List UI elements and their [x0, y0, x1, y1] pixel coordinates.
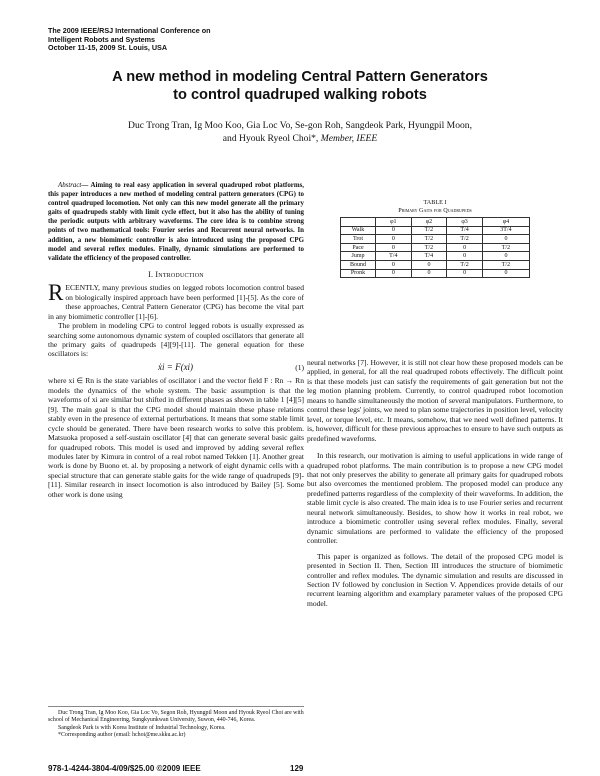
table-row: [341, 260, 530, 269]
table-header-cell: φ1: [376, 218, 412, 227]
intro-paragraph-2: The problem in modeling CPG to control legged robots is usually expressed as searching some autonomous dynamic system of coupled oscillators that generate all the primary gaits of quadrupeds [4][9]-[11]. The general equation for these oscillators is:: [48, 321, 304, 359]
table-cell: 0: [447, 252, 483, 261]
table-cell: 0: [411, 260, 447, 269]
intro-paragraph-1: RECENTLY, many previous studies on legged robots locomotion control based on biologically inspired approach have been performed [1]-[5]. As the core of these approaches, Central Pattern Generator (CPG) has become the vital part in any biomimetic controller [1]-[6].: [48, 280, 304, 321]
right-paragraph-1: neural networks [7]. However, it is still not clear how these proposed models can be applied, in general, for all the real quadruped robots effectively. The difficult point is that these models just can satisfy the requirements of gait generation but not the leg motion planning problem. Currently, to control quadruped robot locomotion means to handle simultaneously the motion of several manipulators. Furthermore, to control these legs' joints, we need to plan some trajectories in position level, velocity level, or torque level, etc. It means, somehow, that we need well defined patterns. It is, however, difficult for these previous approaches to ensure to have such outputs as predefined waveforms.: [307, 358, 564, 443]
authors-line-2-names: and Hyouk Ryeol Choi*,: [222, 132, 321, 144]
table-cell: T/4: [447, 226, 483, 235]
conference-header: [48, 27, 211, 53]
authors-member-note: Member, IEEE: [320, 132, 378, 144]
abstract: [48, 181, 304, 263]
table-cell: Pronk: [341, 269, 376, 278]
section-number: I.: [148, 269, 156, 279]
intro-paragraph-3: where xi ∈ Rn is the state variables of oscillator i and the vector field F : Rn → Rn models the dynamics of the whole system. The basic assumption is that the waveforms of xi are similar but shifted in different phases as shown in table 1 [4][5][9]. The main goal is that the CPG model should maintain these phase relations stably even in the presence of external perturbations. It means that some stable limit cycle should be generated. There have been research works to solve this problem. Matsuoka proposed a self-sustain oscillator [4] that can generate several basic gaits for quadruped robots. This model is used and improved by adding several reflex modules later by Kimura in control of a real robot named Tekken [1]. Another great work is done by Buono et. al. by proposing a network of eight dynamic cells with a special structure that can generate stable gaits for the wide range of quadrupeds [9]-[11]. Similar research in insect locomotion is also introduced by Bailey [5]. Some other work is done using: [48, 376, 304, 499]
table-cell: 0: [376, 235, 412, 244]
equation-body: ẋi = F(xi): [158, 361, 194, 372]
gaits-table: [340, 217, 530, 278]
equation-1: [48, 363, 304, 372]
right-paragraph-2: In this research, our motivation is aiming to useful applications in wide range of quadruped robot platforms. The main contribution is to propose a new CPG model that not only preserves the ability to generate all primary gaits for quadruped robots but also overcomes the mentioned problem. The proposed model can produce any predefined patterns regardless of the complexity of their waveforms. In addition, the stable limit cycle is also created. The main idea is to use Fourier series and recurrent neural network simultaneously. Besides, to show how it works in real robot, we introduce a biomimetic controller using several reflex modules. Finally, several dynamic simulations are performed to validate the efficiency of the proposed controller.: [307, 451, 563, 546]
table-cell: 0: [482, 269, 529, 278]
left-column: [48, 181, 304, 499]
table-cell: T/2: [447, 235, 483, 244]
table-number: TABLE I: [423, 199, 447, 206]
conference-line-3: October 11-15, 2009 St. Louis, USA: [48, 43, 168, 53]
table-cell: 0: [447, 243, 483, 252]
table-cell: Jump: [341, 252, 376, 261]
table-title: Primary Gaits for Quadrupeds: [398, 206, 472, 214]
table-row: [341, 269, 530, 278]
authors-line-2: [60, 133, 540, 146]
table-header-row: [341, 218, 530, 227]
authors-line-1: Duc Trong Tran, Ig Moo Koo, Gia Loc Vo, Se-gon Roh, Sangdeok Park, Hyungpil Moon,: [128, 120, 472, 131]
footnote: [48, 706, 304, 740]
table-cell: T/2: [482, 243, 529, 252]
equation-number: (1): [295, 362, 304, 372]
right-column: [307, 358, 563, 608]
table-cell: Walk: [341, 226, 376, 235]
table-cell: T/2: [411, 226, 447, 235]
footnote-affiliation-1: Duc Trong Tran, Ig Moo Koo, Gia Loc Vo, Segon Roh, Hyungpil Moon and Hyouk Ryeol Choi are with school of Mechanical Engineering, Sungkyunkwan University, Suwon, 440-746, Korea.: [48, 710, 304, 724]
table-caption: [340, 199, 530, 215]
author-list: [60, 120, 540, 145]
footnote-corresponding: *Corresponding author (email: hchoi@me.skku.ac.kr): [58, 732, 186, 739]
table-cell: 0: [482, 235, 529, 244]
table-cell: Pace: [341, 243, 376, 252]
abstract-lead: Abstract: [58, 182, 82, 189]
title-line-1: A new method in modeling Central Pattern Generators: [112, 69, 488, 85]
abstract-text: — Aiming to real easy application in several quadruped robot platforms, this paper introduces a new method of modeling central pattern generators (CPG) to control quadruped locomotion. Not only can this new model generate all the primary gaits of quadrupeds stably with limit cycle effect, but it also has the ability of tuning the periodic outputs with arbitrary waveforms. The core idea is to combine strong points of two mathematical tools: Fourier series and Recurrent neural networks. In addition, a new biomimetic controller is also introduced using the proposed CPG model and several reflex modules. Finally, dynamic simulations are performed to validate the efficiency of the proposed controller.: [48, 182, 304, 262]
table-cell: 0: [376, 260, 412, 269]
table-cell: T/2: [447, 260, 483, 269]
page-number: 129: [290, 764, 304, 773]
section-heading-introduction: [48, 270, 304, 279]
footer-isbn: 978-1-4244-3804-4/09/$25.00 ©2009 IEEE: [48, 764, 201, 773]
table-header-cell: φ4: [482, 218, 529, 227]
footnote-affiliation-2: Sangdeok Park is with Korea Institute of Industrial Technology, Korea.: [58, 724, 226, 731]
table-cell: T/2: [482, 260, 529, 269]
table-cell: 0: [482, 252, 529, 261]
conference-line-1: The 2009 IEEE/RSJ International Conference on: [48, 26, 211, 35]
table-row: [341, 235, 530, 244]
table-cell: 0: [447, 269, 483, 278]
table-cell: 0: [376, 243, 412, 252]
table-header-cell: φ2: [411, 218, 447, 227]
table-cell: T/2: [411, 243, 447, 252]
table-cell: T/4: [376, 252, 412, 261]
table-cell: Trot: [341, 235, 376, 244]
table-cell: Bound: [341, 260, 376, 269]
table-row: [341, 243, 530, 252]
table-cell: T/4: [411, 252, 447, 261]
table-cell: 3T/4: [482, 226, 529, 235]
paper-title: [0, 68, 600, 104]
title-line-2: to control quadruped walking robots: [173, 87, 427, 103]
section-title: Introduction: [155, 269, 204, 279]
table-cell: 0: [376, 269, 412, 278]
conference-line-2: Intelligent Robots and Systems: [48, 34, 156, 44]
table-cell: T/2: [411, 235, 447, 244]
table-row: [341, 252, 530, 261]
table-cell: 0: [411, 269, 447, 278]
table-header-cell: [341, 218, 376, 227]
table-row: [341, 226, 530, 235]
table-cell: 0: [376, 226, 412, 235]
table-header-cell: φ3: [447, 218, 483, 227]
right-paragraph-3: This paper is organized as follows. The detail of the proposed CPG model is presented in Section II. Then, Section III introduces the structure of biomimetic controller and reflex modules. The dynamic simulation and results are discussed in Section IV followed by conclusion in Section V. Appendices provide details of our recurrent learning algorithm and examplary parameter values of the proposed CPG model.: [307, 551, 563, 608]
